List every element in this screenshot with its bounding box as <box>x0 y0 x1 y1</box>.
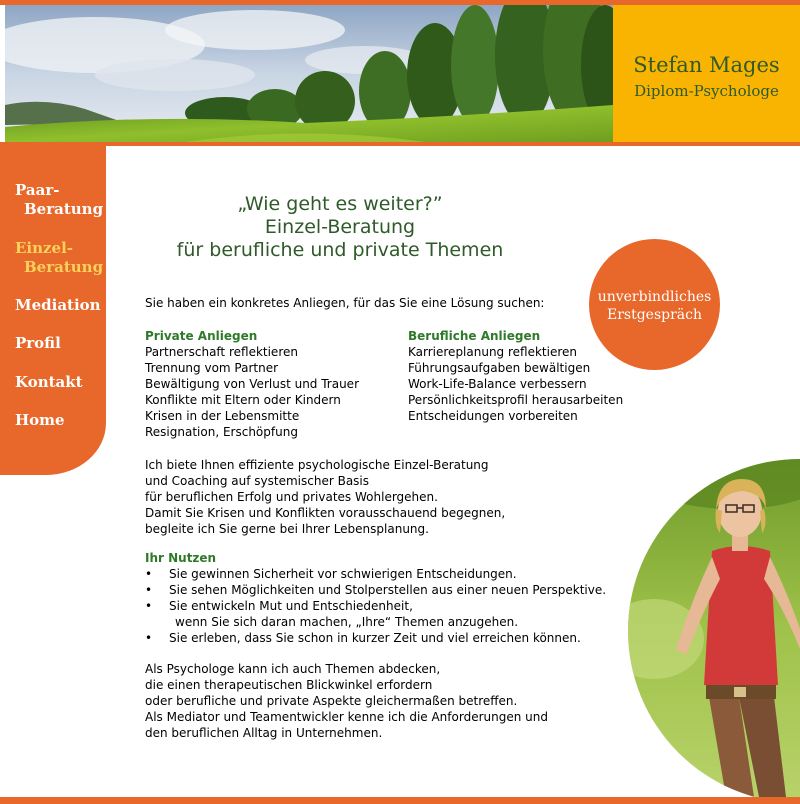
nav-item-paar-beratung[interactable] <box>15 181 103 219</box>
cta-line1: unverbindliches <box>597 289 712 305</box>
intro-text: Sie haben ein konkretes Anliegen, für das Sie eine Lösung suchen: <box>145 296 545 310</box>
list-item: Partnerschaft reflektieren <box>145 345 298 359</box>
paragraph-line: den beruflichen Alltag in Unternehmen. <box>145 726 383 740</box>
list-item: Karriereplanung reflektieren <box>408 345 578 359</box>
paragraph-line: die einen therapeutischen Blickwinkel erfordern <box>145 678 433 692</box>
business-concerns-list <box>408 344 623 424</box>
header-landscape-photo <box>5 5 613 142</box>
headline-line1: „Wie geht es weiter?” <box>237 193 443 215</box>
headline-line3: für berufliche und private Themen <box>176 239 504 261</box>
list-item: Resignation, Erschöpfung <box>145 425 298 439</box>
list-item: Trennung vom Partner <box>145 361 279 375</box>
list-item: Führungsaufgaben bewältigen <box>408 361 591 375</box>
list-item: Entscheidungen vorbereiten <box>408 409 578 423</box>
nav-label-line2: Beratung <box>24 200 104 218</box>
nav-item-einzel-beratung[interactable] <box>15 239 103 277</box>
paragraph-line: begleite ich Sie gerne bei Ihrer Lebensplanung. <box>145 522 429 536</box>
bullet-icon: • <box>145 599 153 613</box>
list-item: Krisen in der Lebensmitte <box>145 409 300 423</box>
paragraph-line: für beruflichen Erfolg und privates Wohlergehen. <box>145 490 438 504</box>
brand-subtitle: Diplom-Psychologe <box>634 82 779 100</box>
business-concerns-title: Berufliche Anliegen <box>408 329 541 343</box>
sidebar-nav <box>0 146 106 475</box>
benefit-text: Sie erleben, dass Sie schon in kurzer Zeit und viel erreichen können. <box>169 631 581 645</box>
paragraph-line: Damit Sie Krisen und Konflikten vorausschauend begegnen, <box>145 506 506 520</box>
closing-paragraph <box>145 661 548 741</box>
nav-item-home[interactable]: Home <box>15 411 65 429</box>
nav-label-line2: Beratung <box>24 258 104 276</box>
nav-label-line1: Paar- <box>15 181 60 199</box>
list-item <box>145 582 606 598</box>
benefit-text: Sie gewinnen Sicherheit vor schwierigen Entscheidungen. <box>169 567 517 581</box>
paragraph-line: oder berufliche und private Aspekte gleichermaßen betreffen. <box>145 694 518 708</box>
benefit-text: Sie entwickeln Mut und Entschiedenheit, <box>169 599 413 613</box>
private-concerns-list <box>145 344 359 440</box>
business-concerns <box>408 328 623 424</box>
benefit-text: Sie sehen Möglichkeiten und Stolperstellen aus einer neuen Perspektive. <box>169 583 607 597</box>
benefit-text-continued: wenn Sie sich daran machen, „Ihre“ Themen anzugehen. <box>175 615 519 629</box>
headline-line2: Einzel-Beratung <box>264 216 416 238</box>
cta-line2: Erstgespräch <box>606 307 702 323</box>
nav-label-line1: Einzel- <box>15 239 74 257</box>
paragraph-line: Als Mediator und Teamentwickler kenne ich die Anforderungen und <box>145 710 548 724</box>
list-item: Bewältigung von Verlust und Trauer <box>145 377 360 391</box>
private-concerns <box>145 328 359 440</box>
private-concerns-title: Private Anliegen <box>145 329 258 343</box>
list-item <box>145 598 606 630</box>
bottom-accent-bar <box>0 797 800 804</box>
benefits-title: Ihr Nutzen <box>145 551 217 565</box>
list-item <box>145 566 606 582</box>
page-headline <box>140 193 540 262</box>
bullet-icon: • <box>145 567 153 581</box>
benefits-list <box>145 566 606 646</box>
list-item: Persönlichkeitsprofil herausarbeiten <box>408 393 624 407</box>
paragraph-line: und Coaching auf systemischer Basis <box>145 474 370 488</box>
list-item: Konflikte mit Eltern oder Kindern <box>145 393 341 407</box>
portrait-photo <box>614 459 800 797</box>
nav-item-profil[interactable]: Profil <box>15 334 61 352</box>
paragraph-line: Ich biete Ihnen effiziente psychologische Einzel-Beratung <box>145 458 489 472</box>
bullet-icon: • <box>145 631 153 645</box>
offer-paragraph <box>145 457 505 537</box>
paragraph-line: Als Psychologe kann ich auch Themen abdecken, <box>145 662 441 676</box>
bullet-icon: • <box>145 583 153 597</box>
list-item: Work-Life-Balance verbessern <box>408 377 587 391</box>
list-item <box>145 630 606 646</box>
header-separator <box>0 142 800 146</box>
brand-name: Stefan Mages <box>633 53 780 77</box>
brand-box <box>613 5 800 142</box>
nav-item-kontakt[interactable]: Kontakt <box>15 373 83 391</box>
nav-item-mediation[interactable]: Mediation <box>15 296 101 314</box>
